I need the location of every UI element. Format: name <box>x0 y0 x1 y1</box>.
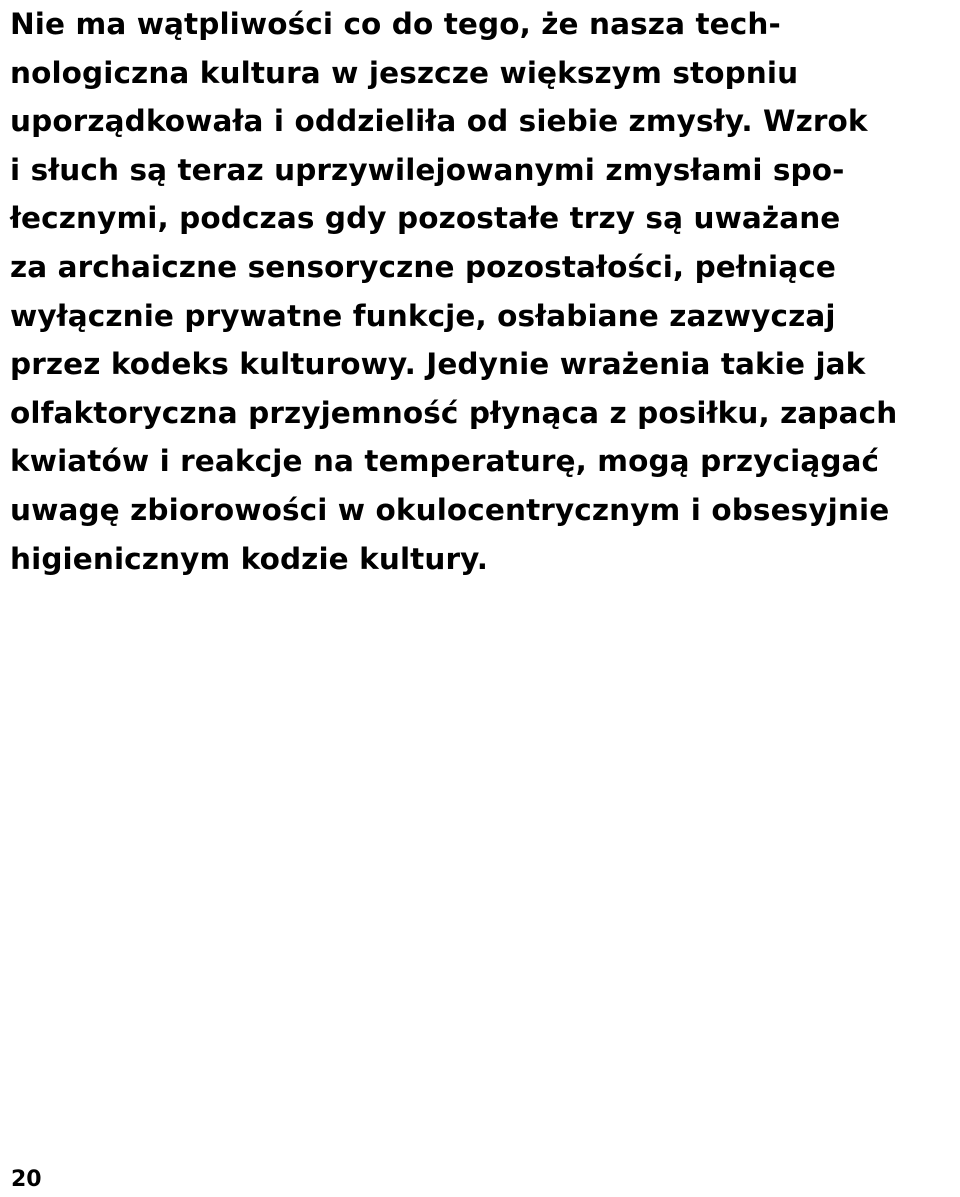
page-number: 20 <box>11 1167 42 1192</box>
paragraph-line: za archaiczne sensoryczne pozostałości, pełniące <box>10 249 836 284</box>
paragraph-line: higienicznym kodzie kultury. <box>10 541 489 576</box>
body-paragraph <box>10 0 955 583</box>
paragraph-line: uporządkowała i oddzieliła od siebie zmysły. Wzrok <box>10 104 868 139</box>
paragraph-line: wyłącznie prywatne funkcje, osłabiane zazwyczaj <box>10 298 836 333</box>
paragraph-line: Nie ma wątpliwości co do tego, że nasza tech- <box>10 7 781 41</box>
paragraph-line: nologiczna kultura w jeszcze większym stopniu <box>10 55 799 90</box>
paragraph-line: łecznymi, podczas gdy pozostałe trzy są uważane <box>10 201 841 236</box>
paragraph-line: uwagę zbiorowości w okulocentrycznym i obsesyjnie <box>10 492 890 527</box>
paragraph-line: przez kodeks kulturowy. Jedynie wrażenia takie jak <box>10 347 866 382</box>
paragraph-line: i słuch są teraz uprzywilejowanymi zmysłami spo- <box>10 152 845 187</box>
paragraph-line: kwiatów i reakcje na temperaturę, mogą przyciągać <box>10 444 880 479</box>
paragraph-line: olfaktoryczna przyjemność płynąca z posiłku, zapach <box>10 395 898 430</box>
